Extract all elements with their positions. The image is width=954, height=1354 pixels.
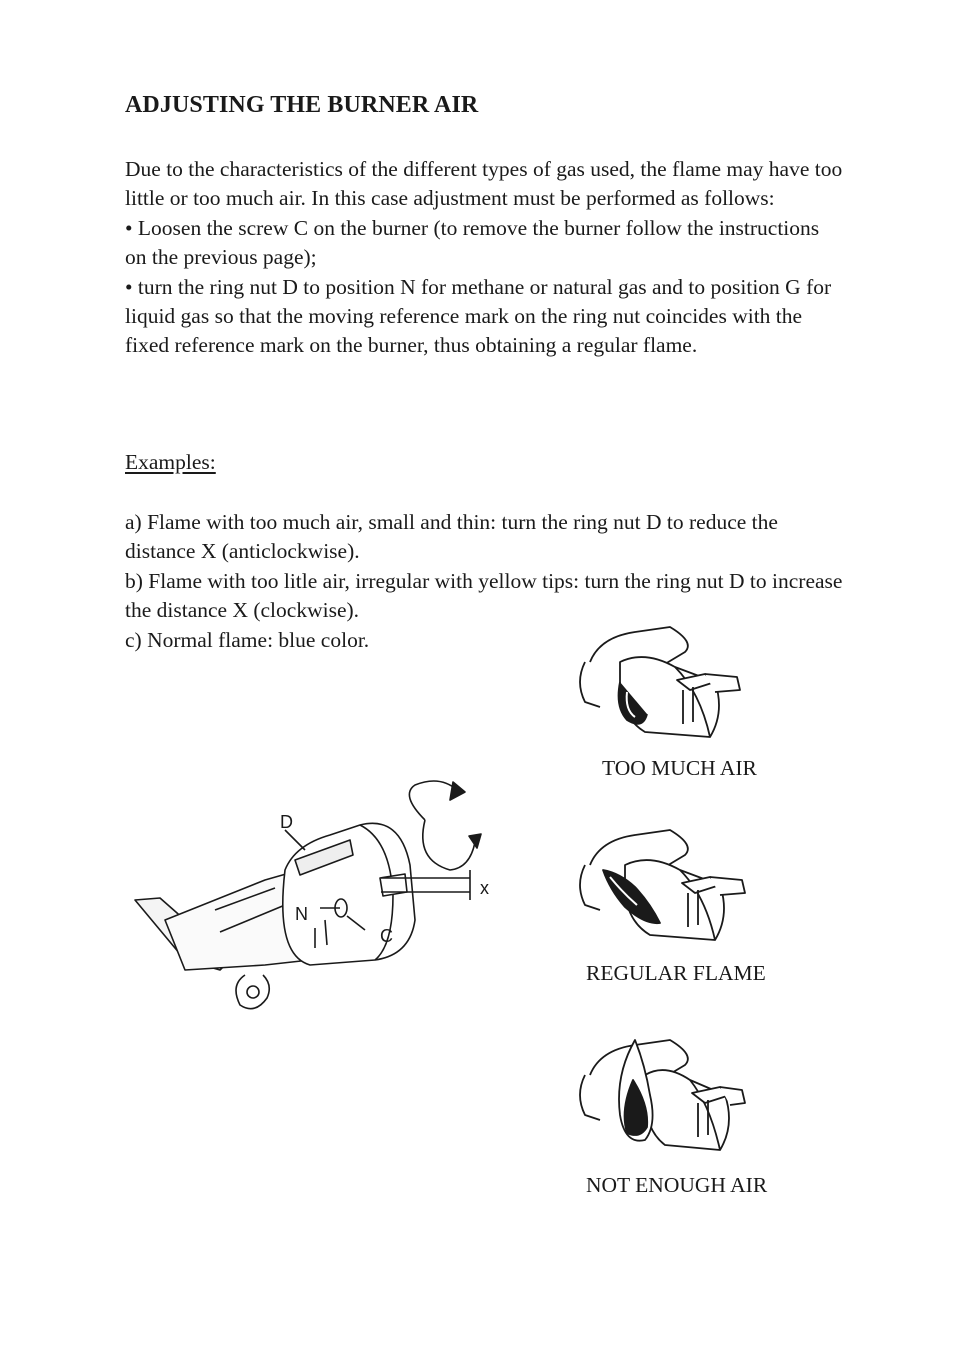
instructions-text	[125, 155, 845, 361]
example-item: a) Flame with too much air, small and thin: turn the ring nut D to reduce the distance X (anticlockwise).	[125, 510, 778, 564]
intro-paragraph: Due to the characteristics of the different types of gas used, the flame may have too little or too much air. In this case adjustment must be performed as follows:	[125, 157, 843, 211]
caption-regular-flame: REGULAR FLAME	[586, 961, 766, 985]
step-item: • Loosen the screw C on the burner (to remove the burner follow the instructions on the previous page);	[125, 215, 820, 270]
flame-figure-not-enough-air	[565, 1035, 835, 1165]
examples-heading: Examples:	[125, 450, 216, 474]
flame-figure-too-much-air	[565, 622, 835, 752]
label-n: N	[295, 904, 308, 924]
example-item: c) Normal flame: blue color.	[125, 627, 370, 652]
caption-too-much-air: TOO MUCH AIR	[602, 756, 757, 780]
flame-figure-regular-flame	[565, 825, 835, 955]
label-c: C	[380, 926, 393, 946]
burner-bracket	[236, 975, 269, 1009]
caption-not-enough-air: NOT ENOUGH AIR	[586, 1173, 768, 1197]
label-d: D	[280, 812, 293, 832]
example-item: b) Flame with too litle air, irregular with yellow tips: turn the ring nut D to increase the distance X (clockwise).	[125, 568, 843, 623]
step-item: • turn the ring nut D to position N for methane or natural gas and to position G for liquid gas so that the moving reference mark on the ring nut coincides with the fixed reference mark on the burner, thus obtaining a regular flame.	[125, 274, 832, 358]
bracket-hole	[247, 986, 259, 998]
label-x: x	[480, 878, 489, 898]
page-title: ADJUSTING THE BURNER AIR	[125, 92, 479, 118]
burner-diagram	[125, 770, 515, 1030]
